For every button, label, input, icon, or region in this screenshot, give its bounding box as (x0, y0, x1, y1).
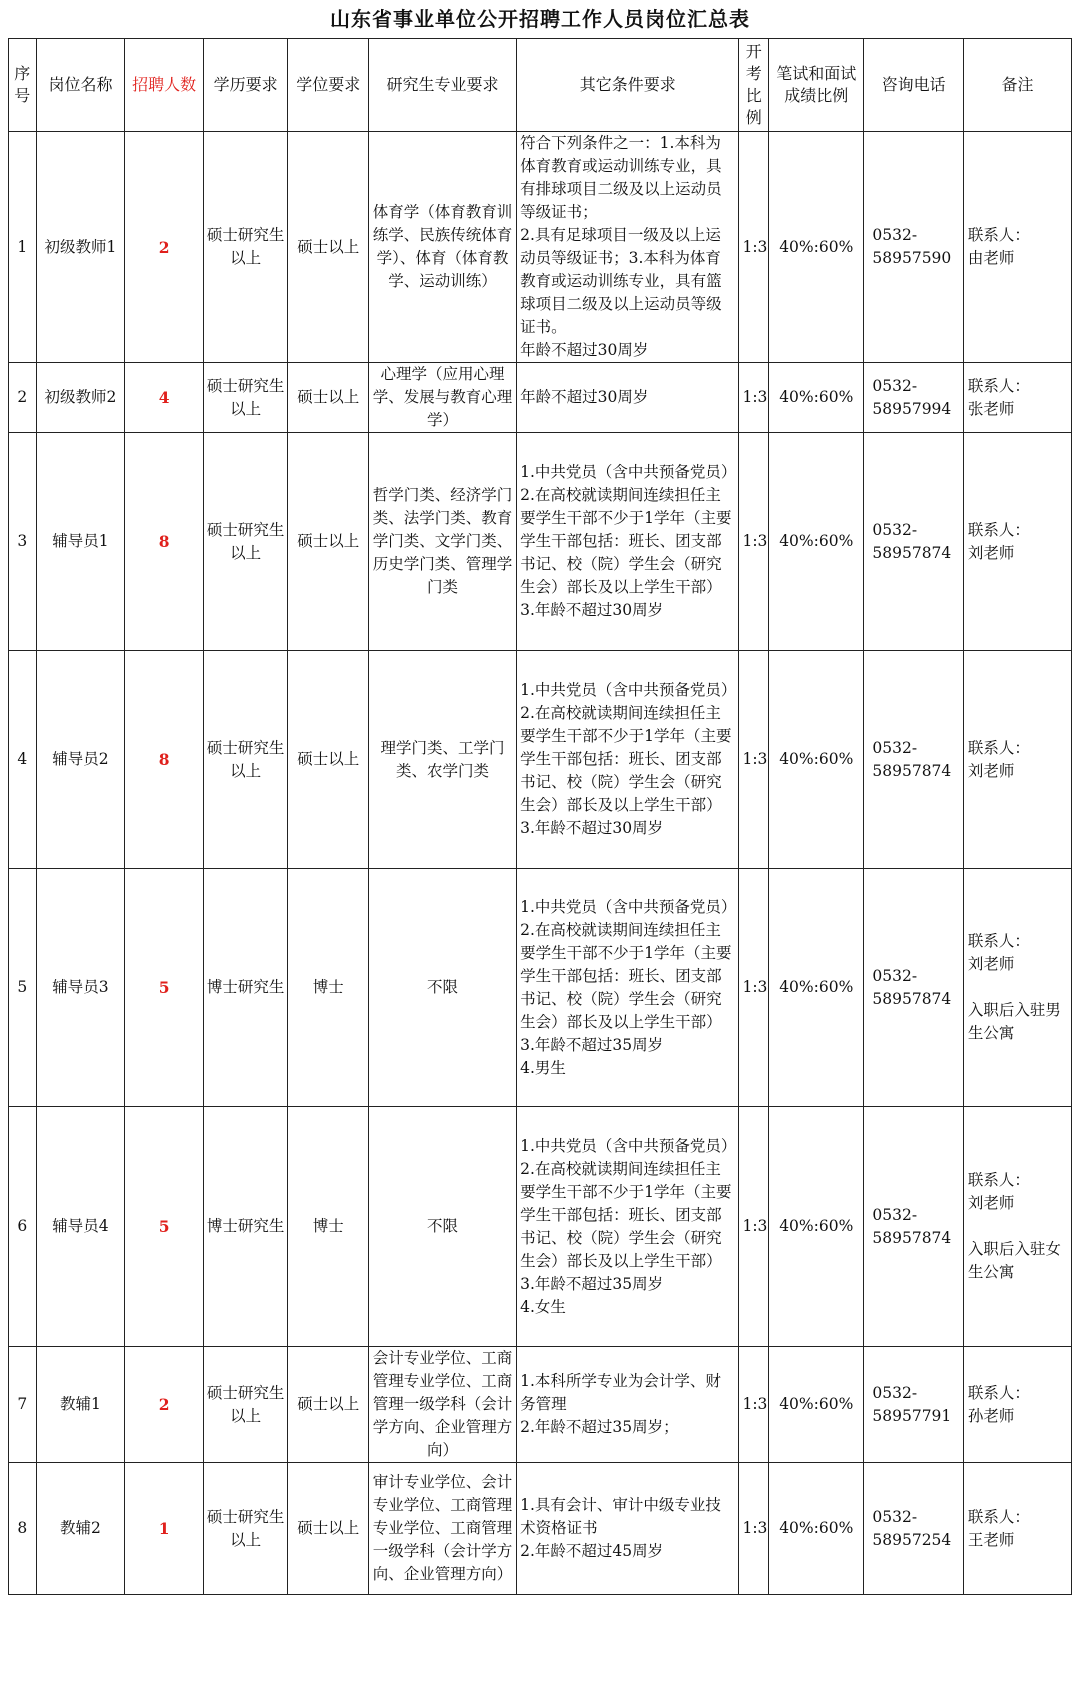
post-name: 初级教师1 (44, 237, 117, 256)
cell-major (368, 132, 516, 363)
edu-text: 硕士研究生以上 (206, 376, 285, 418)
table-header-row (9, 39, 1072, 132)
cell-ratio (739, 1347, 769, 1463)
condition-line: 1.本科所学专业为会计学、财务管理 (520, 1372, 721, 1413)
cell-major (368, 1347, 516, 1463)
cell-weight (769, 1463, 864, 1595)
seq-text: 4 (17, 750, 28, 768)
major-text: 体育学（体育教育训练学、民族传统体育学）、体育（体育教学、运动训练） (372, 203, 513, 290)
cell-weight (769, 651, 864, 869)
job-table (8, 38, 1072, 1595)
cell-other (517, 433, 739, 651)
cell-ratio (739, 869, 769, 1107)
col-header-weight: 笔试和面试成绩比例 (769, 39, 864, 132)
table-row (9, 869, 1072, 1107)
cell-major (368, 1463, 516, 1595)
cell-ratio (739, 433, 769, 651)
cell-remark (963, 132, 1071, 363)
cell-count (125, 1463, 203, 1595)
major-text: 心理学（应用心理学、发展与教育心理学） (372, 365, 513, 429)
weight-text: 40%:60% (779, 978, 854, 996)
degree-text: 硕士以上 (297, 532, 360, 550)
contact-label: 联系人： (967, 932, 1030, 950)
degree-text: 硕士以上 (297, 750, 360, 768)
phone-number: 58957791 (872, 1406, 952, 1425)
col-header-count: 招聘人数 (125, 39, 203, 132)
cell-ratio (739, 1107, 769, 1347)
contact-label: 联系人： (967, 226, 1030, 244)
cell-ratio (739, 132, 769, 363)
contact-label: 联系人： (967, 376, 1030, 395)
post-name: 辅导员2 (52, 750, 109, 768)
post-name: 辅导员1 (52, 532, 109, 550)
contact-label: 联系人： (967, 1171, 1030, 1189)
weight-text: 40%:60% (779, 750, 854, 768)
cell-weight (769, 1107, 864, 1347)
phone-prefix: 0532- (872, 1205, 918, 1224)
cell-count (125, 132, 203, 363)
cell-phone (864, 651, 964, 869)
cell-remark (963, 1107, 1071, 1347)
condition-line: 3.年龄不超过30周岁 (520, 819, 664, 837)
cell-degree (288, 132, 368, 363)
ratio-text: 1:3 (742, 1395, 768, 1413)
cell-major (368, 363, 516, 433)
count-value: 4 (158, 388, 170, 407)
major-text: 理学门类、工学门类、农学门类 (380, 738, 505, 780)
cell-remark (963, 433, 1071, 651)
condition-line: 2.年龄不超过35周岁； (520, 1418, 679, 1436)
post-name: 辅导员3 (52, 978, 109, 996)
cell-remark (963, 651, 1071, 869)
cell-weight (769, 869, 864, 1107)
cell-weight (769, 433, 864, 651)
post-name: 教辅2 (60, 1519, 101, 1537)
ratio-text: 1:3 (742, 237, 768, 256)
edu-text: 硕士研究生以上 (206, 520, 285, 562)
phone-prefix: 0532- (872, 738, 918, 757)
phone-number: 58957994 (872, 399, 952, 418)
cell-phone (864, 363, 964, 433)
ratio-text: 1:3 (742, 1217, 768, 1235)
phone-prefix: 0532- (872, 376, 918, 395)
cell-edu (203, 869, 288, 1107)
cell-degree (288, 869, 368, 1107)
contact-name: 刘老师 (967, 761, 1015, 780)
cell-post (36, 651, 125, 869)
condition-line: 年龄不超过30周岁 (520, 341, 649, 359)
condition-line: 2.在高校就读期间连续担任主要学生干部不少于1学年（主要学生干部包括：班长、团支部书记、校（院）学生会（研究生会）部长及以上学生干部） (520, 920, 732, 1031)
cell-count (125, 1107, 203, 1347)
degree-text: 博士 (312, 978, 344, 996)
contact-label: 联系人： (967, 1507, 1030, 1526)
col-header-phone: 咨询电话 (864, 39, 964, 132)
cell-other (517, 651, 739, 869)
dorm-note: 入职后入驻男生公寓 (967, 1001, 1061, 1042)
condition-line: 年龄不超过30周岁 (520, 388, 649, 406)
cell-phone (864, 1107, 964, 1347)
table-row (9, 1463, 1072, 1595)
edu-text: 博士研究生 (206, 978, 285, 996)
cell-major (368, 1107, 516, 1347)
cell-degree (288, 651, 368, 869)
cell-degree (288, 363, 368, 433)
phone-prefix: 0532- (872, 226, 918, 244)
cell-seq (9, 651, 37, 869)
cell-phone (864, 1347, 964, 1463)
cell-count (125, 433, 203, 651)
cell-seq (9, 1463, 37, 1595)
phone-prefix: 0532- (872, 966, 918, 985)
phone-prefix: 0532- (872, 520, 918, 539)
cell-remark (963, 1347, 1071, 1463)
cell-seq (9, 363, 37, 433)
edu-text: 硕士研究生以上 (206, 1507, 285, 1549)
cell-remark (963, 869, 1071, 1107)
count-value: 2 (158, 237, 170, 257)
seq-text: 8 (17, 1519, 28, 1537)
condition-line: 2.具有足球项目一级及以上运动员等级证书；3.本科为体育教育或运动训练专业，具有篮球项目二级及以上运动员等级证书。 (520, 226, 722, 336)
count-value: 1 (158, 1519, 170, 1538)
phone-prefix: 0532- (872, 1507, 918, 1526)
cell-count (125, 363, 203, 433)
cell-other (517, 1463, 739, 1595)
condition-line: 3.年龄不超过35周岁 (520, 1035, 664, 1054)
phone-number: 58957874 (872, 989, 952, 1008)
cell-post (36, 869, 125, 1107)
degree-text: 硕士以上 (297, 1395, 360, 1413)
major-text: 会计专业学位、工商管理专业学位、工商管理一级学科（会计学方向、企业管理方向） (372, 1349, 513, 1459)
phone-number: 58957590 (872, 249, 952, 267)
contact-name: 刘老师 (967, 1194, 1015, 1212)
table-row (9, 651, 1072, 869)
table-row (9, 132, 1072, 363)
condition-line: 1.中共党员（含中共预备党员） (520, 897, 737, 916)
ratio-text: 1:3 (742, 978, 768, 996)
cell-edu (203, 651, 288, 869)
edu-text: 硕士研究生以上 (206, 738, 285, 780)
cell-ratio (739, 363, 769, 433)
edu-text: 硕士研究生以上 (206, 226, 285, 267)
condition-line: 1.中共党员（含中共预备党员） (520, 1136, 737, 1155)
cell-edu (203, 132, 288, 363)
condition-line: 2.在高校就读期间连续担任主要学生干部不少于1学年（主要学生干部包括：班长、团支部书记、校（院）学生会（研究生会）部长及以上学生干部） (520, 486, 732, 596)
condition-line: 符合下列条件之一：1.本科为体育教育或运动训练专业，具有排球项目二级及以上运动员等级证书； (520, 134, 722, 221)
count-value: 2 (158, 1395, 170, 1414)
count-value: 5 (158, 1217, 170, 1236)
cell-phone (864, 132, 964, 363)
cell-post (36, 1347, 125, 1463)
contact-label: 联系人： (967, 738, 1030, 757)
cell-seq (9, 132, 37, 363)
seq-text: 7 (17, 1395, 28, 1413)
contact-name: 刘老师 (967, 543, 1015, 562)
edu-text: 博士研究生 (206, 1217, 285, 1235)
cell-edu (203, 1347, 288, 1463)
condition-line: 1.中共党员（含中共预备党员） (520, 463, 737, 481)
cell-edu (203, 433, 288, 651)
cell-seq (9, 1347, 37, 1463)
contact-label: 联系人： (967, 520, 1030, 539)
cell-ratio (739, 651, 769, 869)
post-name: 初级教师2 (44, 388, 117, 406)
count-value: 8 (158, 532, 170, 551)
table-row (9, 363, 1072, 433)
cell-other (517, 1107, 739, 1347)
seq-text: 6 (17, 1217, 28, 1235)
cell-post (36, 1463, 125, 1595)
page-title: 山东省事业单位公开招聘工作人员岗位汇总表 (330, 7, 750, 31)
cell-seq (9, 1107, 37, 1347)
seq-text: 1 (17, 237, 28, 256)
weight-text: 40%:60% (779, 1217, 854, 1235)
col-header-seq: 序号 (9, 39, 37, 132)
phone-number: 58957874 (872, 1228, 952, 1247)
seq-text: 3 (17, 532, 28, 550)
edu-text: 硕士研究生以上 (206, 1383, 285, 1425)
weight-text: 40%:60% (779, 1395, 854, 1413)
post-name: 辅导员4 (52, 1217, 109, 1235)
seq-text: 5 (17, 978, 28, 996)
cell-post (36, 363, 125, 433)
degree-text: 硕士以上 (297, 237, 360, 256)
post-name: 教辅1 (60, 1395, 101, 1413)
ratio-text: 1:3 (742, 388, 768, 406)
cell-count (125, 1347, 203, 1463)
major-text: 哲学门类、经济学门类、法学门类、教育学门类、文学门类、历史学门类、管理学门类 (372, 486, 513, 596)
contact-label: 联系人： (967, 1383, 1030, 1402)
col-header-degree: 学位要求 (288, 39, 368, 132)
phone-number: 58957874 (872, 761, 952, 780)
cell-major (368, 869, 516, 1107)
cell-other (517, 1347, 739, 1463)
table-row (9, 1107, 1072, 1347)
condition-line: 4.女生 (520, 1297, 566, 1316)
cell-other (517, 132, 739, 363)
cell-degree (288, 1463, 368, 1595)
cell-degree (288, 433, 368, 651)
dorm-note: 入职后入驻女生公寓 (967, 1240, 1061, 1281)
cell-edu (203, 363, 288, 433)
condition-line: 2.年龄不超过45周岁 (520, 1542, 664, 1560)
cell-major (368, 433, 516, 651)
table-row (9, 433, 1072, 651)
cell-post (36, 132, 125, 363)
cell-major (368, 651, 516, 869)
col-header-ratio: 开考比例 (739, 39, 769, 132)
contact-name: 刘老师 (967, 955, 1015, 973)
contact-name: 张老师 (967, 399, 1015, 418)
cell-edu (203, 1107, 288, 1347)
condition-line: 3.年龄不超过30周岁 (520, 601, 664, 619)
spacer (968, 1215, 1068, 1238)
col-header-post: 岗位名称 (36, 39, 125, 132)
cell-other (517, 869, 739, 1107)
col-header-other: 其它条件要求 (517, 39, 739, 132)
col-header-remark: 备注 (963, 39, 1071, 132)
major-text: 不限 (427, 978, 459, 996)
cell-other (517, 363, 739, 433)
ratio-text: 1:3 (742, 750, 768, 768)
count-value: 8 (158, 750, 170, 769)
ratio-text: 1:3 (742, 532, 768, 550)
condition-line: 1.中共党员（含中共预备党员） (520, 681, 737, 699)
cell-degree (288, 1107, 368, 1347)
condition-line: 1.具有会计、审计中级专业技术资格证书 (520, 1496, 721, 1537)
cell-count (125, 869, 203, 1107)
seq-text: 2 (17, 388, 28, 406)
weight-text: 40%:60% (779, 532, 854, 550)
count-value: 5 (158, 978, 170, 997)
cell-phone (864, 1463, 964, 1595)
degree-text: 博士 (312, 1217, 344, 1235)
contact-name: 王老师 (967, 1530, 1015, 1549)
col-header-edu: 学历要求 (203, 39, 288, 132)
contact-name: 孙老师 (967, 1406, 1015, 1425)
cell-remark (963, 1463, 1071, 1595)
cell-seq (9, 433, 37, 651)
major-text: 不限 (427, 1217, 459, 1235)
col-header-major: 研究生专业要求 (368, 39, 516, 132)
contact-name: 由老师 (967, 249, 1015, 267)
cell-post (36, 433, 125, 651)
condition-line: 2.在高校就读期间连续担任主要学生干部不少于1学年（主要学生干部包括：班长、团支部书记、校（院）学生会（研究生会）部长及以上学生干部） (520, 1159, 732, 1270)
cell-seq (9, 869, 37, 1107)
phone-prefix: 0532- (872, 1383, 918, 1402)
spacer (968, 976, 1068, 999)
phone-number: 58957254 (872, 1530, 952, 1549)
weight-text: 40%:60% (779, 237, 854, 256)
phone-number: 58957874 (872, 543, 952, 562)
cell-weight (769, 132, 864, 363)
condition-line: 2.在高校就读期间连续担任主要学生干部不少于1学年（主要学生干部包括：班长、团支部书记、校（院）学生会（研究生会）部长及以上学生干部） (520, 704, 732, 814)
cell-ratio (739, 1463, 769, 1595)
cell-weight (769, 1347, 864, 1463)
cell-degree (288, 1347, 368, 1463)
weight-text: 40%:60% (779, 388, 854, 406)
major-text: 审计专业学位、会计专业学位、工商管理专业学位、工商管理一级学科（会计学方向、企业管理方向） (372, 1473, 513, 1583)
table-row (9, 1347, 1072, 1463)
weight-text: 40%:60% (779, 1519, 854, 1537)
degree-text: 硕士以上 (297, 388, 360, 406)
cell-phone (864, 433, 964, 651)
cell-phone (864, 869, 964, 1107)
cell-edu (203, 1463, 288, 1595)
ratio-text: 1:3 (742, 1519, 768, 1537)
condition-line: 4.男生 (520, 1058, 566, 1077)
condition-line: 3.年龄不超过35周岁 (520, 1274, 664, 1293)
cell-count (125, 651, 203, 869)
cell-remark (963, 363, 1071, 433)
cell-weight (769, 363, 864, 433)
cell-post (36, 1107, 125, 1347)
degree-text: 硕士以上 (297, 1519, 360, 1537)
